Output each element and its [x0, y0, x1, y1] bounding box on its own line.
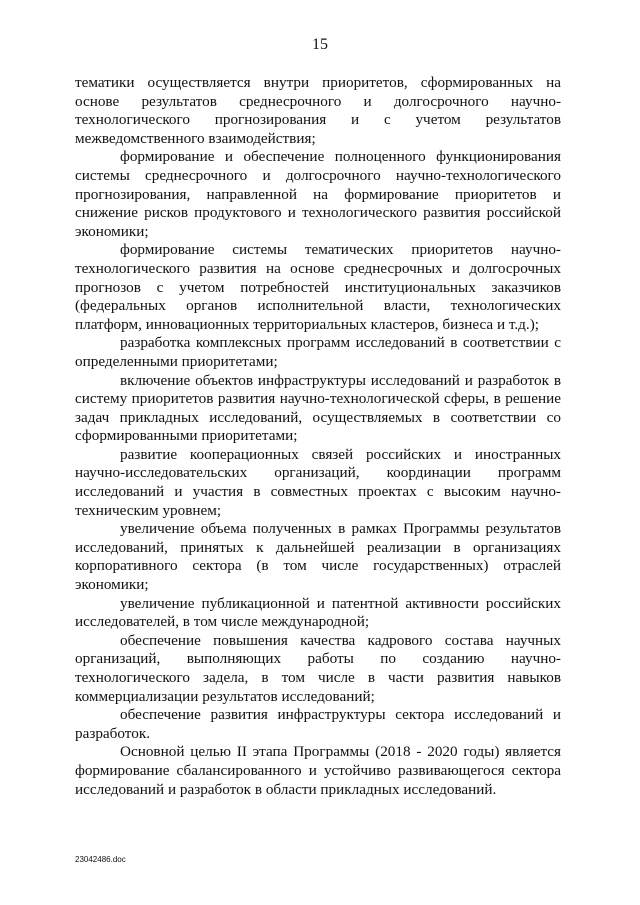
- paragraph-4: разработка комплексных программ исследований в соответствии с определенными приоритетами;: [75, 334, 561, 370]
- paragraph-10: обеспечение развития инфраструктуры сектора исследований и разработок.: [75, 706, 561, 742]
- paragraph-9: обеспечение повышения качества кадрового состава научных организаций, выполняющих работы по созданию научно-технологического задела, в том числе в части развития навыков коммерциализации результатов исследований;: [75, 631, 561, 705]
- paragraph-6: развитие кооперационных связей российских и иностранных научно-исследовательских организаций, координации программ исследований и участия в совместных проектах с высоким научно-техническим уровнем;: [75, 445, 561, 519]
- paragraph-2: формирование и обеспечение полноценного функционирования системы среднесрочного и долгосрочного научно-технологического прогнозирования, направленной на формирование приоритетов и снижение рисков продуктового и технологического развития российской экономики;: [75, 148, 561, 240]
- paragraph-5: включение объектов инфраструктуры исследований и разработок в систему приоритетов развития научно-технологической сферы, в решение задач прикладных исследований, осуществляемых в соответствии со сформированными приоритетами;: [75, 371, 561, 445]
- paragraph-11: Основной целью II этапа Программы (2018 - 2020 годы) является формирование сбалансированного и устойчиво развивающегося сектора исследований и разработок в области прикладных исследований.: [75, 743, 561, 798]
- paragraph-8: увеличение публикационной и патентной активности российских исследователей, в том числе международной;: [75, 594, 561, 631]
- paragraph-1: тематики осуществляется внутри приоритетов, сформированных на основе результатов среднесрочного и долгосрочного научно-технологического прогнозирования и с учетом результатов межведомственного взаимодействия;: [75, 74, 561, 147]
- paragraph-7: увеличение объема полученных в рамках Программы результатов исследований, принятых к дальнейшей реализации в организациях корпоративного сектора (в том числе государственных) отраслей экономики;: [75, 520, 561, 594]
- paragraph-3: формирование системы тематических приоритетов научно-технологического развития на основе среднесрочных и долгосрочных прогнозов с учетом потребностей институциональных заказчиков (федеральных органов исполнительной власти, технологических платформ, инновационных территориальных кластеров, бизнеса и т.д.);: [75, 241, 561, 333]
- document-body: [75, 74, 561, 799]
- footer-filename: 23042486.doc: [75, 855, 126, 864]
- page-number: 15: [312, 36, 328, 53]
